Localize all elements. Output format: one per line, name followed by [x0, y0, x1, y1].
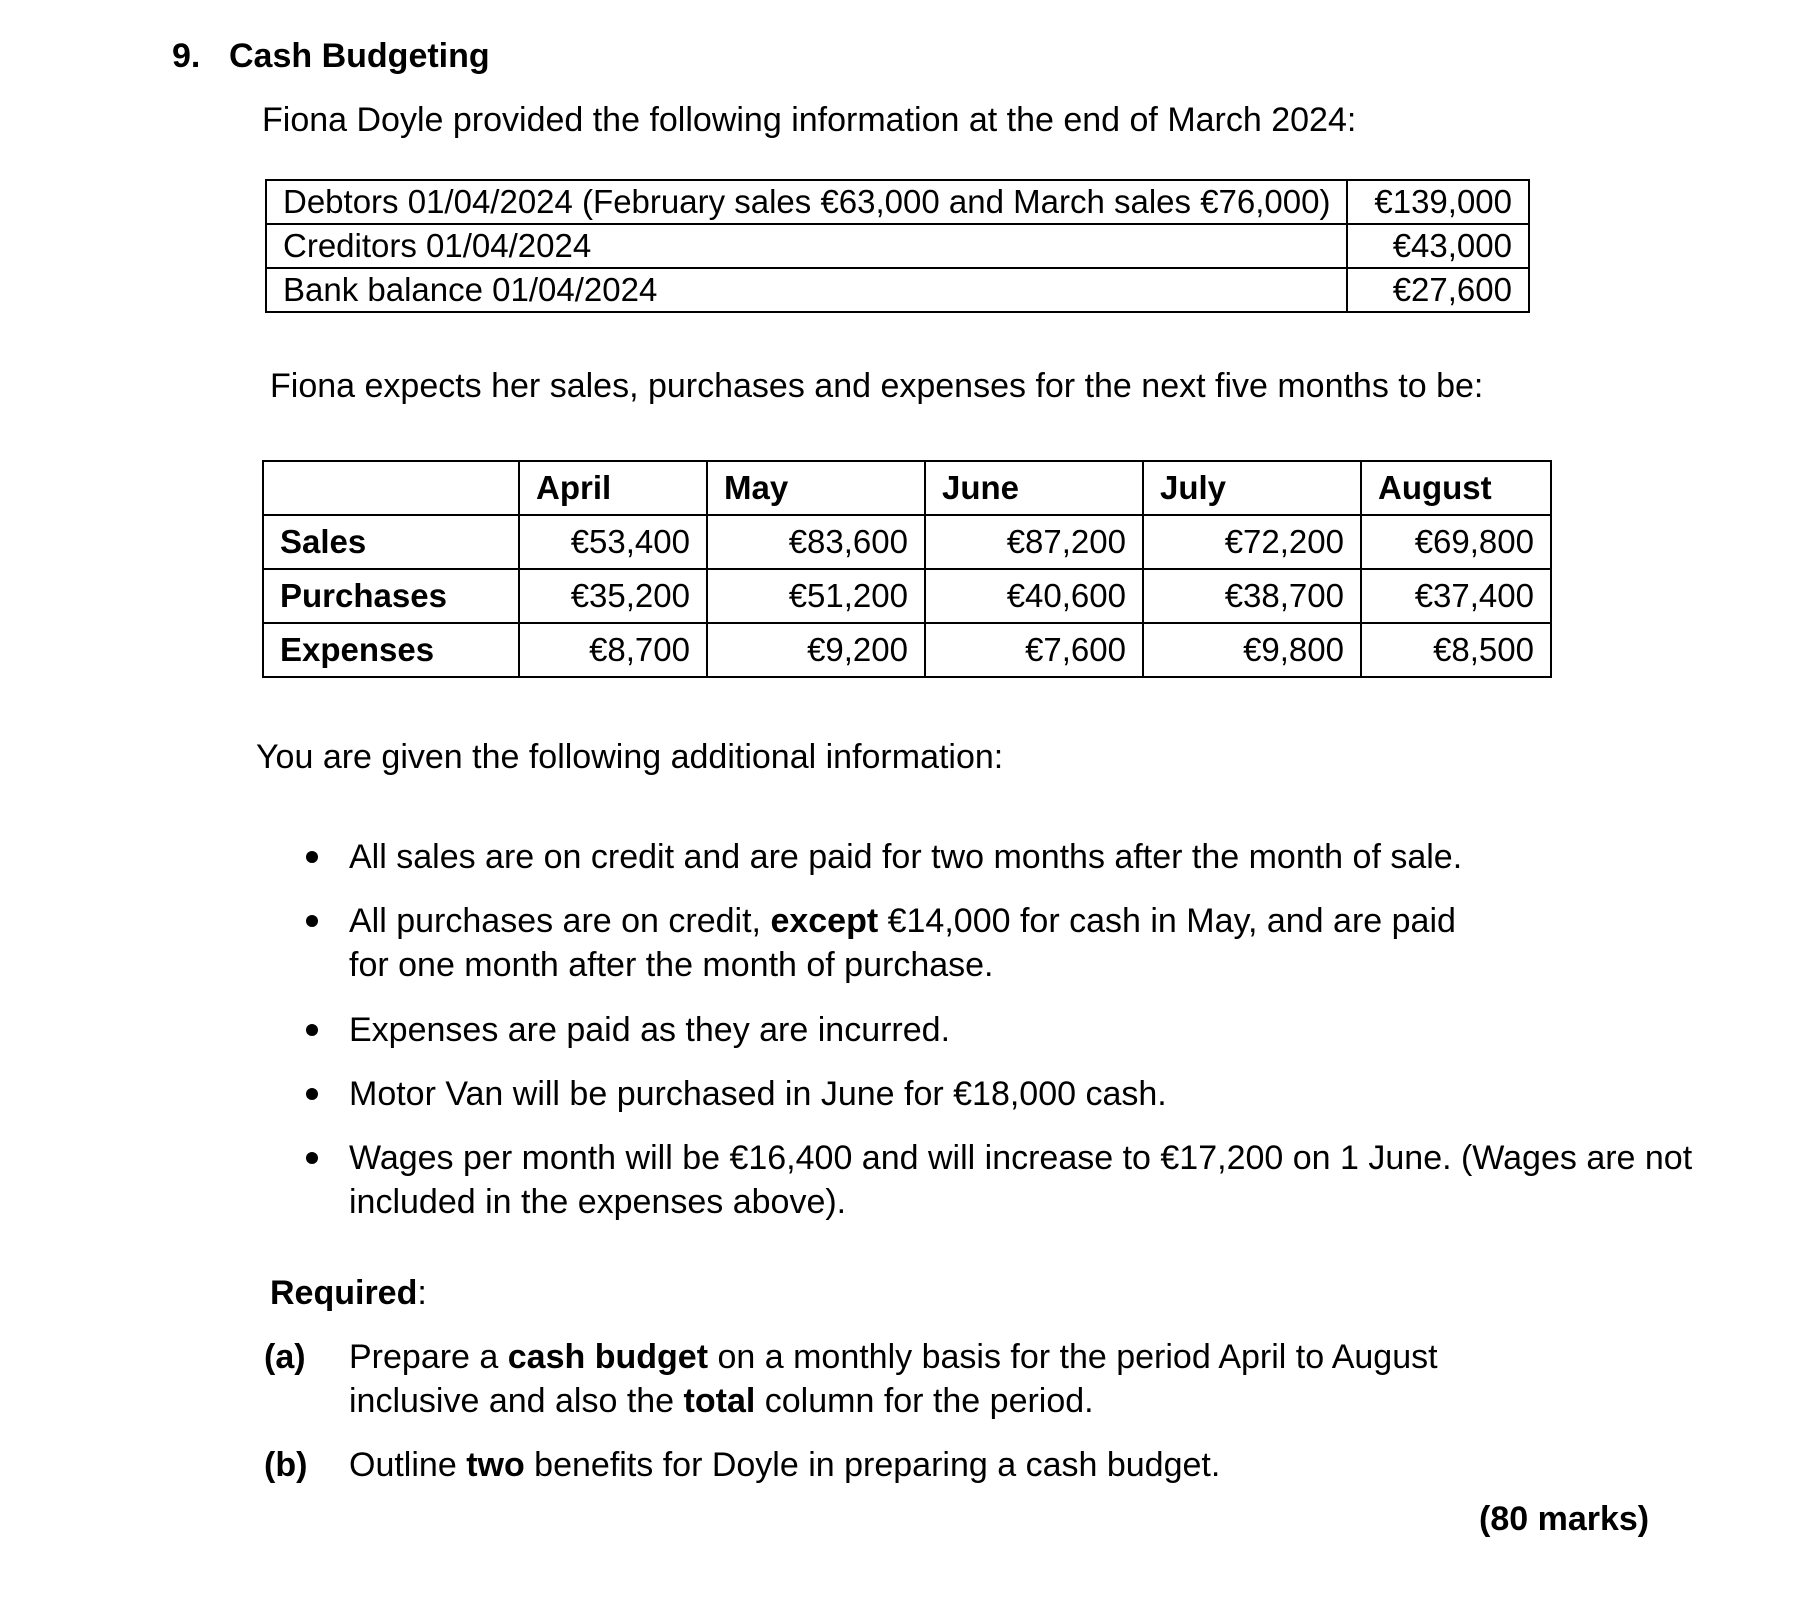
part-b-text-segment: benefits for Doyle in preparing a cash budget.	[524, 1446, 1221, 1484]
bullet-icon	[306, 1152, 318, 1164]
bullet-icon	[306, 915, 318, 927]
table-row	[266, 180, 1529, 224]
balance-amount: €43,000	[1347, 224, 1529, 268]
list-item-emphasis: except	[770, 902, 879, 940]
table-cell: €8,700	[519, 623, 707, 677]
list-item	[349, 1136, 1739, 1224]
table-row	[266, 268, 1529, 312]
table-cell: €9,200	[707, 623, 925, 677]
required-heading	[270, 1273, 427, 1313]
part-a-label: (a)	[264, 1338, 306, 1376]
part-a-emphasis: total	[683, 1382, 756, 1420]
bullet-icon	[306, 851, 318, 863]
table-cell: €38,700	[1143, 569, 1361, 623]
part-b-label: (b)	[264, 1446, 308, 1484]
balance-amount: €139,000	[1347, 180, 1529, 224]
balance-amount: €27,600	[1347, 268, 1529, 312]
list-item: Motor Van will be purchased in June for €18,000 cash.	[349, 1075, 1167, 1113]
part-a-text-segment: on a monthly basis for the period April to August	[708, 1338, 1438, 1376]
bullet-icon	[306, 1024, 318, 1036]
table-cell: €35,200	[519, 569, 707, 623]
required-label: Required	[270, 1274, 418, 1312]
list-item-text: for one month after the month of purchase.	[349, 946, 994, 984]
table-cell: €7,600	[925, 623, 1143, 677]
list-item-text: Wages per month will be €16,400 and will increase to €17,200 on 1 June. (Wages are not	[349, 1139, 1693, 1177]
column-header-july: July	[1143, 461, 1361, 515]
part-a-text-segment: inclusive and also the	[349, 1382, 684, 1420]
row-label-expenses: Expenses	[263, 623, 519, 677]
part-a-text-segment: column for the period.	[755, 1382, 1094, 1420]
balance-label: Bank balance 01/04/2024	[266, 268, 1347, 312]
corner-cell	[263, 461, 519, 515]
table-row	[266, 224, 1529, 268]
part-b-text-segment: Outline	[349, 1446, 467, 1484]
part-b-text	[349, 1445, 1220, 1485]
table-cell: €40,600	[925, 569, 1143, 623]
list-item: All sales are on credit and are paid for two months after the month of sale.	[349, 838, 1463, 876]
intro-text: Fiona Doyle provided the following information at the end of March 2024:	[262, 101, 1357, 139]
table-cell: €51,200	[707, 569, 925, 623]
balance-label: Debtors 01/04/2024 (February sales €63,000 and March sales €76,000)	[266, 180, 1347, 224]
table-cell: €8,500	[1361, 623, 1551, 677]
column-header-june: June	[925, 461, 1143, 515]
table-row	[263, 515, 1551, 569]
part-a-text	[349, 1335, 1438, 1423]
balance-label: Creditors 01/04/2024	[266, 224, 1347, 268]
question-number: 9.	[172, 37, 201, 75]
column-header-may: May	[707, 461, 925, 515]
column-header-april: April	[519, 461, 707, 515]
table-cell: €83,600	[707, 515, 925, 569]
forecast-table	[262, 460, 1552, 678]
opening-balances-table	[265, 179, 1530, 313]
table-cell: €37,400	[1361, 569, 1551, 623]
table-row	[263, 623, 1551, 677]
table-cell: €69,800	[1361, 515, 1551, 569]
part-a-emphasis: cash budget	[507, 1338, 709, 1376]
list-item-text: All purchases are on credit,	[349, 902, 771, 940]
list-item-text: €14,000 for cash in May, and are paid	[878, 902, 1456, 940]
list-item: Expenses are paid as they are incurred.	[349, 1011, 951, 1049]
row-label-purchases: Purchases	[263, 569, 519, 623]
table-cell: €9,800	[1143, 623, 1361, 677]
part-a-text-segment: Prepare a	[349, 1338, 508, 1376]
marks-label: (80 marks)	[1479, 1500, 1650, 1538]
list-item	[349, 899, 1739, 987]
required-colon: :	[417, 1274, 427, 1312]
table-cell: €87,200	[925, 515, 1143, 569]
question-title: Cash Budgeting	[229, 37, 490, 75]
bullet-icon	[306, 1088, 318, 1100]
table-cell: €72,200	[1143, 515, 1361, 569]
list-item-text: included in the expenses above).	[349, 1183, 847, 1221]
expectations-text: Fiona expects her sales, purchases and expenses for the next five months to be:	[270, 367, 1484, 405]
table-row	[263, 569, 1551, 623]
table-cell: €53,400	[519, 515, 707, 569]
row-label-sales: Sales	[263, 515, 519, 569]
additional-heading: You are given the following additional information:	[256, 738, 1004, 776]
column-header-august: August	[1361, 461, 1551, 515]
part-b-emphasis: two	[466, 1446, 525, 1484]
table-header-row	[263, 461, 1551, 515]
